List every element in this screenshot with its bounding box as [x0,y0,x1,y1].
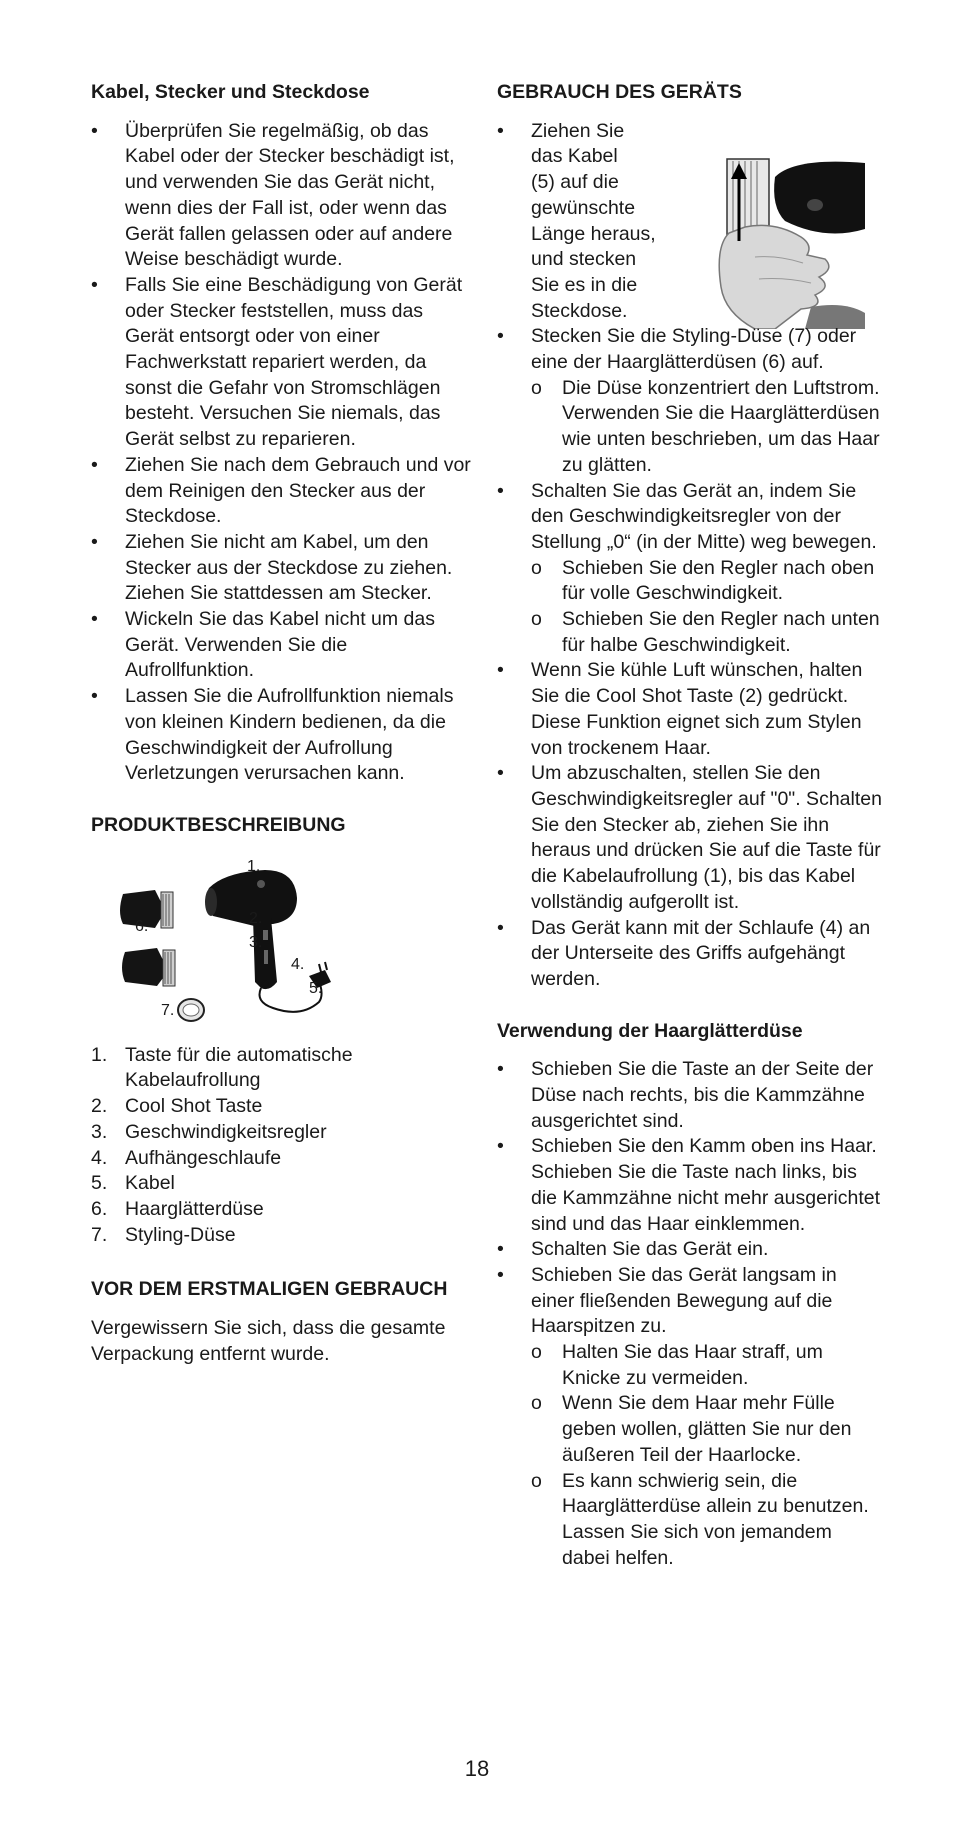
sub-list [531,1340,882,1571]
list-item: • Schieben Sie die Taste an der Seite der Düse nach rechts, bis die Kammzähne ausgerichtet sind. [497,1057,882,1134]
right-column [497,80,882,1571]
straightener-list [497,1057,882,1571]
list-item: • Schieben Sie den Kamm oben ins Haar. Schieben Sie die Taste nach links, bis die Kammzähne nicht mehr ausgerichtet sind und das Haar einklemmen. [497,1134,882,1237]
first-use-text: Vergewissern Sie sich, dass die gesamte Verpackung entfernt wurde. [91,1317,446,1365]
sub-list-item: o Es kann schwierig sein, die Haarglätterdüse allein zu benutzen. Lassen Sie sich von jemandem dabei helfen. [531,1469,869,1569]
list-item: 2. Cool Shot Taste [91,1095,263,1118]
figure-label-2: 2. [249,909,263,927]
list-item: • Schalten Sie das Gerät ein. [497,1237,882,1263]
list-item: 7. Styling-Düse [91,1223,236,1246]
product-parts-figure [105,852,375,1030]
sub-list-item: o Schieben Sie den Regler nach unten für halbe Geschwindigkeit. [531,608,880,656]
hair-dryer-parts-illustration [105,852,375,1030]
hand-pulling-cable-illustration [715,137,865,329]
list-item: • Schalten Sie das Gerät an, indem Sie den Geschwindigkeitsregler von der Stellung „0“ (in der Mitte) weg bewegen. o Schieben Sie den Regler nach oben für volle Geschwindigkeit. o Schieben Sie den Regler nach unten für halbe Geschwindigkeit. [497,479,882,659]
first-use-heading: VOR DEM ERSTMALIGEN GEBRAUCH [91,1278,448,1301]
straightener-heading: Verwendung der Haarglätterdüse [497,1019,803,1042]
list-item: 4. Aufhängeschlaufe [91,1146,282,1169]
sub-list-item: o Die Düse konzentriert den Luftstrom. Verwenden Sie die Haarglätterdüsen wie unten beschrieben, um das Haar zu glätten. [531,376,880,476]
list-item: • Wenn Sie kühle Luft wünschen, halten Sie die Cool Shot Taste (2) gedrückt. Diese Funktion eignet sich zum Stylen von trockenem Haar. [497,658,882,761]
figure-label-6: 6. [135,917,149,935]
straightener-nozzle-bottom-icon [122,948,175,986]
product-heading: PRODUKTBESCHREIBUNG [91,813,346,836]
list-item: 1. Taste für die automatische Kabelaufrollung [91,1043,353,1092]
list-item: • Das Gerät kann mit der Schlaufe (4) an der Unterseite des Griffs aufgehängt werden. [497,916,882,993]
sub-list-item: o Halten Sie das Haar straff, um Knicke zu vermeiden. [531,1341,823,1389]
list-item: 5. Kabel [91,1172,175,1195]
list-item: • Überprüfen Sie regelmäßig, ob das Kabel oder der Stecker beschädigt ist, und verwenden Sie das Gerät nicht, wenn dies der Fall ist, oder wenn das Gerät fallen gelassen oder auf andere Weise beschädigt wurde. [91,119,473,273]
list-item: 6. Haarglätterdüse [91,1197,264,1220]
list-item: • Wickeln Sie das Kabel nicht um das Gerät. Verwenden Sie die Aufrollfunktion. [91,607,473,684]
list-item: • Stecken Sie die Styling-Düse (7) oder eine der Haarglätterdüsen (6) auf. o Die Düse konzentriert den Luftstrom. Verwenden Sie die Haarglätterdüsen wie unten beschrieben, um das Haar zu glätten. [497,324,882,478]
sub-list [531,376,882,479]
figure-label-4: 4. [291,955,305,973]
sub-list-item: o Wenn Sie dem Haar mehr Fülle geben wollen, glätten Sie nur den äußeren Teil der Haarlocke. [531,1392,852,1466]
list-item: • Um abzuschalten, stellen Sie den Geschwindigkeitsregler auf "0". Schalten Sie den Stecker ab, ziehen Sie ihn heraus und drücken Sie auf die Taste für die Kabelaufrollung (1), bis das Kabel vollständig aufgerollt ist. [497,761,882,915]
hand-with-dryer-icon [715,137,865,329]
cable-heading: Kabel, Stecker und Steckdose [91,81,370,103]
parts-list [91,1043,473,1249]
list-item: • Falls Sie eine Beschädigung von Gerät oder Stecker feststellen, muss das Gerät entsorgt oder von einer Fachwerkstatt repariert werden, da sonst die Gefahr von Stromschlägen besteht. Versuchen Sie niemals, das Gerät selbst zu reparieren. [91,273,473,453]
cable-safety-list [91,119,473,787]
list-item: • Ziehen Sie nicht am Kabel, um den Stecker aus der Steckdose zu ziehen. Ziehen Sie stattdessen am Stecker. [91,530,473,607]
list-item: 3. Geschwindigkeitsregler [91,1120,327,1143]
list-item: • Schieben Sie das Gerät langsam in einer fließenden Bewegung auf die Haarspitzen zu. o Halten Sie das Haar straff, um Knicke zu vermeiden. o Wenn Sie dem Haar mehr Fülle geben wollen, glätten Sie nur den äußeren Teil der Haarlocke. o Es kann schwierig sein, die Haarglätterdüse allein zu benutzen. Lassen Sie sich von jemandem dabei helfen. [497,1263,882,1571]
figure-label-7: 7. [161,1001,175,1019]
left-column [91,80,473,1367]
sub-list [531,556,882,659]
list-item: • Ziehen Sie das Kabel (5) auf die gewünschte Länge heraus, und stecken Sie es in die Steckdose. [497,119,882,325]
page-number: 18 [464,1756,490,1781]
figure-label-5: 5. [309,979,323,997]
list-item: • Ziehen Sie nach dem Gebrauch und vor dem Reinigen den Stecker aus der Steckdose. [91,453,473,530]
styling-nozzle-icon [178,999,204,1021]
sub-list-item: o Schieben Sie den Regler nach oben für volle Geschwindigkeit. [531,556,875,605]
list-item: • Lassen Sie die Aufrollfunktion niemals von kleinen Kindern bedienen, da die Geschwindigkeit der Aufrollung Verletzungen verursachen kann. [91,684,473,787]
use-heading: GEBRAUCH DES GERÄTS [497,81,742,103]
figure-label-3: 3. [249,933,263,951]
figure-label-1: 1. [247,857,261,875]
usage-list [497,119,882,993]
